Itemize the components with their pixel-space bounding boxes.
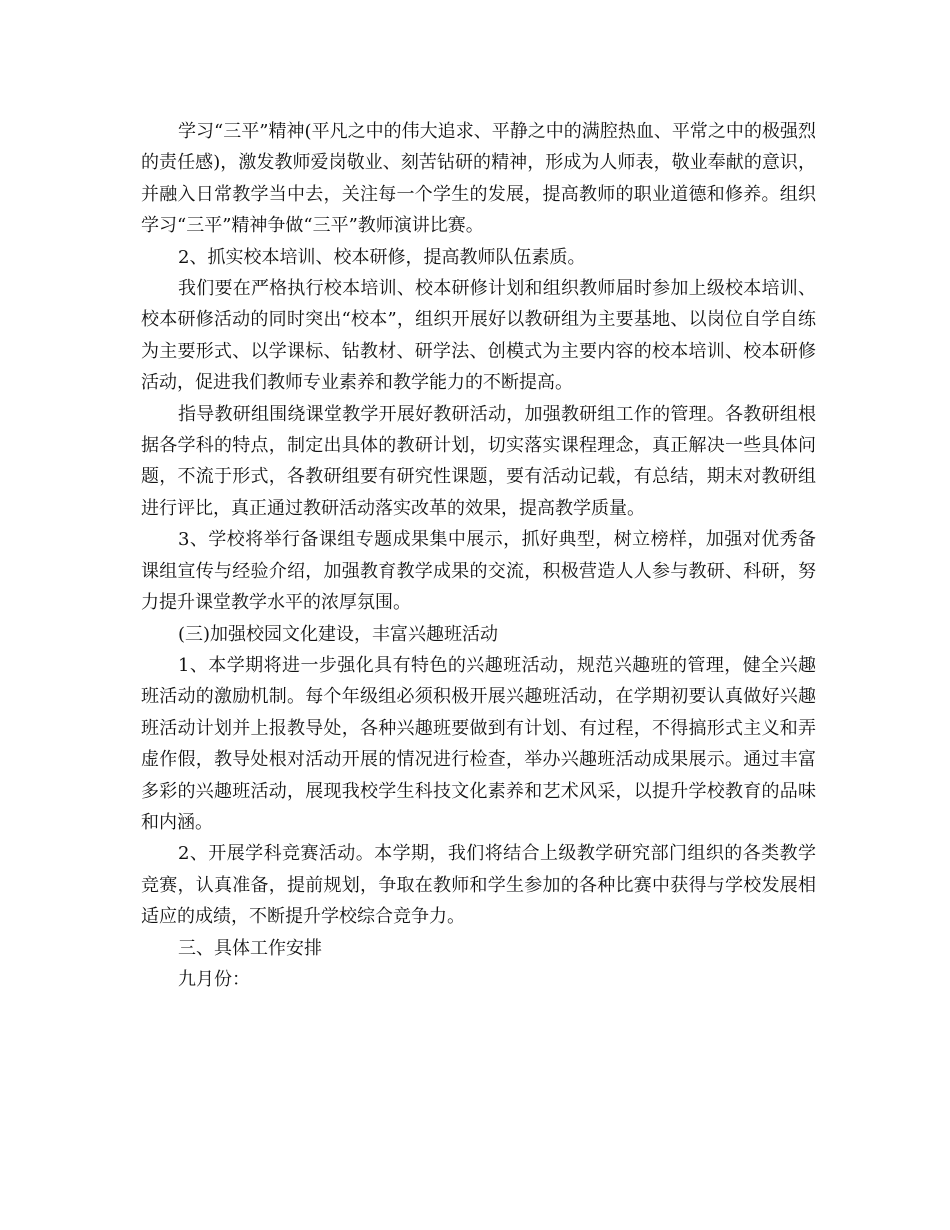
paragraph-subject-competition: 2、开展学科竞赛活动。本学期，我们将结合上级教学研究部门组织的各类教学竞赛，认真准备，提前规划，争取在教师和学生参加的各种比赛中获得与学校发展相适应的成绩，不断提升学校综合竞争力。 — [141, 843, 816, 928]
document-body — [141, 116, 816, 995]
paragraph-september: 九月份： — [178, 968, 250, 990]
paragraph-school-training: 我们要在严格执行校本培训、校本研修计划和组织教师届时参加上级校本培训、校本研修活动的同时突出“校本”，组织开展好以教研组为主要基地、以岗位自学自练为主要形式、以学课标、钻教材、研学法、创模式为主要内容的校本培训、校本研修活动，促进我们教师专业素养和教学能力的不断提高。 — [141, 278, 816, 394]
paragraph-heading-work-schedule: 三、具体工作安排 — [178, 937, 322, 959]
paragraph-heading-school-training: 2、抓实校本培训、校本研修，提高教师队伍素质。 — [178, 246, 586, 268]
paragraph-teaching-research: 指导教研组围绕课堂教学开展好教研活动，加强教研组工作的管理。各教研组根据各学科的特点，制定出具体的教研计划，切实落实课程理念，真正解决一些具体问题，不流于形式，各教研组要有研究性课题，要有活动记载，有总结，期末对教研组进行评比，真正通过教研活动落实改革的效果，提高教学质量。 — [141, 403, 816, 519]
paragraph-sanping-spirit: 学习“三平”精神(平凡之中的伟大追求、平静之中的满腔热血、平常之中的极强烈的责任感)，激发教师爱岗敬业、刻苦钻研的精神，形成为人师表，敬业奉献的意识，并融入日常教学当中去，关注每一个学生的发展，提高教师的职业道德和修养。组织学习“三平”精神争做“三平”教师演讲比赛。 — [141, 121, 816, 237]
paragraph-interest-classes: 1、本学期将进一步强化具有特色的兴趣班活动，规范兴趣班的管理，健全兴趣班活动的激励机制。每个年级组必须积极开展兴趣班活动，在学期初要认真做好兴趣班活动计划并上报教导处，各种兴趣班要做到有计划、有过程，不得搞形式主义和弄虚作假，教导处根对活动开展的情况进行检查，举办兴趣班活动成果展示。通过丰富多彩的兴趣班活动，展现我校学生科技文化素养和艺术风采，以提升学校教育的品味和内涵。 — [141, 654, 816, 833]
paragraph-heading-campus-culture: (三)加强校园文化建设，丰富兴趣班活动 — [178, 623, 499, 645]
paragraph-lesson-prep-showcase: 3、学校将举行备课组专题成果集中展示，抓好典型，树立榜样，加强对优秀备课组宣传与经验介绍，加强教育教学成果的交流，积极营造人人参与教研、科研，努力提升课堂教学水平的浓厚氛围。 — [141, 529, 816, 614]
